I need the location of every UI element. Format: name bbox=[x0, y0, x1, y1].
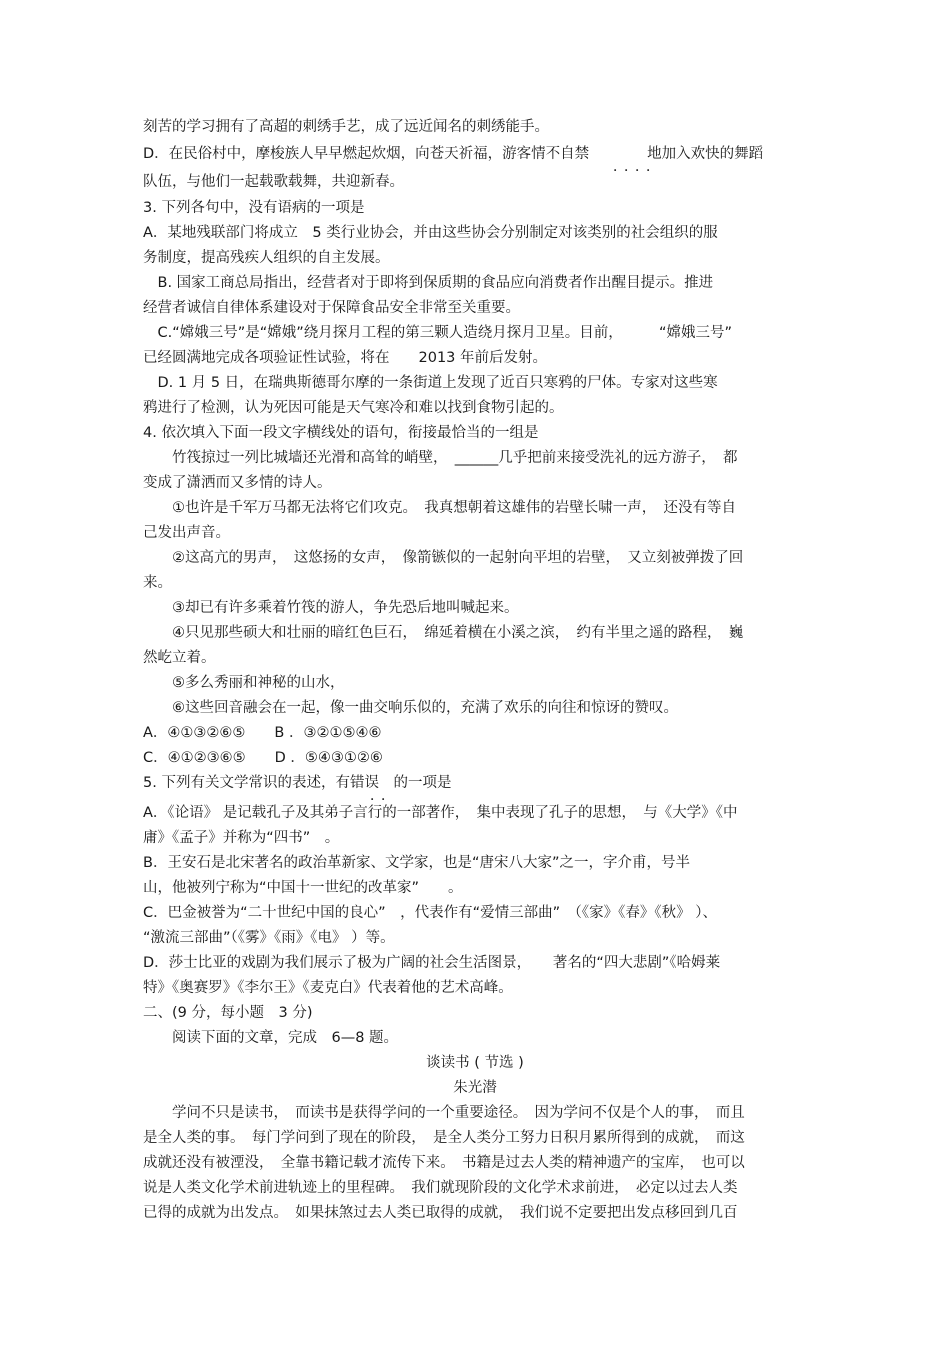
section-2-instruction: 阅读下面的文章，完成 6—8 题。 bbox=[143, 1030, 399, 1046]
options-cd: C．④①②③⑥⑤ D ．⑤④③①②⑥ bbox=[143, 750, 383, 766]
emphasis-dots: ．． bbox=[370, 788, 399, 804]
text-line: 刻苦的学习拥有了高超的刺绣手艺，成了远近闻名的刺绣能手。 bbox=[143, 119, 549, 135]
option-a-line: A．某地残联部门将成立 5 类行业协会，并由这些协会分别制定对该类别的社会组织的服 bbox=[143, 225, 718, 241]
sentence-1: ①也许是千军万马都无法将它们攻克。 我真想朝着这雄伟的岩壁长啸一声， 还没有等自 bbox=[143, 500, 736, 516]
article-paragraph-line: 学问不只是读书， 而读书是获得学问的一个重要途径。 因为学问不仅是个人的事， 而且 bbox=[143, 1105, 745, 1121]
text-line: 鸦进行了检测，认为死因可能是天气寒冷和难以找到食物引起的。 bbox=[143, 400, 564, 416]
option-a-line: A．《论语》 是记载孔子及其弟子言行的一部著作， 集中表现了孔子的思想， 与《大学》《中 bbox=[143, 805, 738, 821]
text-line: 庸》《孟子》并称为“四书” 。 bbox=[143, 830, 340, 846]
article-title: 谈读书 ( 节选 ) bbox=[426, 1055, 524, 1071]
text-line: 特》《奥赛罗》《李尔王》《麦克白》代表着他的艺术高峰。 bbox=[143, 980, 513, 996]
sentence-4: ④只见那些硕大和壮丽的暗红色巨石， 绵延着横在小溪之滨， 约有半里之遥的路程， 巍 bbox=[143, 625, 744, 641]
article-paragraph-line: 是全人类的事。 每门学问到了现在的阶段， 是全人类分工努力日积月累所得到的成就， 而这 bbox=[143, 1130, 745, 1146]
text-line: “激流三部曲”（《雾》《雨》《电》 ）等。 bbox=[143, 930, 395, 946]
options-ab: A．④①③②⑥⑤ B ．③②①⑤④⑥ bbox=[143, 725, 382, 741]
sentence-6: ⑥这些回音融会在一起，像一曲交响乐似的，充满了欢乐的向往和惊讶的赞叹。 bbox=[143, 700, 678, 716]
text-line: 务制度，提高残疾人组织的自主发展。 bbox=[143, 250, 390, 266]
option-d-line: D．在民俗村中，摩梭族人早早燃起炊烟，向苍天祈福，游客情不自禁 地加入欢快的舞蹈 bbox=[143, 146, 764, 162]
article-paragraph-line: 已得的成就为出发点。 如果抹煞过去人类已取得的成就， 我们说不定要把出发点移回到几百 bbox=[143, 1205, 738, 1221]
text-line: 变成了潇洒而又多情的诗人。 bbox=[143, 475, 332, 491]
sentence-3: ③却已有许多乘着竹筏的游人，争先恐后地叫喊起来。 bbox=[143, 600, 519, 616]
option-c-line: C.“嫦娥三号”是“嫦娥”绕月探月工程的第三颗人造绕月探月卫星。目前， “嫦娥三号” bbox=[143, 325, 733, 341]
emphasis-dots: ．．．． bbox=[613, 159, 664, 175]
article-paragraph-line: 说是人类文化学术前进轨迹上的里程碑。 我们就现阶段的文化学术求前进， 必定以过去人类 bbox=[143, 1180, 738, 1196]
text-line: 来。 bbox=[143, 575, 172, 591]
question-4-stem: 4. 依次填入下面一段文字横线处的语句，衔接最恰当的一组是 bbox=[143, 425, 539, 441]
text-line: 山，他被列宁称为“中国十一世纪的改革家” 。 bbox=[143, 880, 463, 896]
article-paragraph-line: 成就还没有被湮没， 全靠书籍记载才流传下来。 书籍是过去人类的精神遗产的宝库， 也可以 bbox=[143, 1155, 745, 1171]
text-line: 然屹立着。 bbox=[143, 650, 216, 666]
question-3-stem: 3. 下列各句中，没有语病的一项是 bbox=[143, 200, 365, 216]
option-c-line: C．巴金被誉为“二十世纪中国的良心” ，代表作有“爱情三部曲” （《家》《春》《秋》 ）、 bbox=[143, 905, 718, 921]
sentence-2: ②这高亢的男声， 这悠扬的女声， 像箭镞似的一起射向平坦的岩壁， 又立刻被弹拨了回 bbox=[143, 550, 744, 566]
text-line: 已经圆满地完成各项验证性试验，将在 2013 年前后发射。 bbox=[143, 350, 548, 366]
option-d-line: D. 1 月 5 日，在瑞典斯德哥尔摩的一条街道上发现了近百只寒鸦的尸体。专家对这些寒 bbox=[143, 375, 718, 391]
option-d-line: D．莎士比亚的戏剧为我们展示了极为广阔的社会生活图景， 著名的“四大悲剧”《哈姆莱 bbox=[143, 955, 721, 971]
option-b-line: B. 国家工商总局指出，经营者对于即将到保质期的食品应向消费者作出醒目提示。推进 bbox=[143, 275, 714, 291]
text-line: 队伍，与他们一起载歌载舞，共迎新春。 bbox=[143, 174, 404, 190]
text-line: 经营者诚信自律体系建设对于保障食品安全非常至关重要。 bbox=[143, 300, 520, 316]
sentence-5: ⑤多么秀丽和神秘的山水， bbox=[143, 675, 345, 691]
option-b-line: B．王安石是北宋著名的政治革新家、文学家，也是“唐宋八大家”之一，字介甫，号半 bbox=[143, 855, 690, 871]
article-author: 朱光潜 bbox=[453, 1080, 497, 1096]
section-2-heading: 二、(9 分，每小题 3 分) bbox=[143, 1005, 313, 1021]
text-line: 竹筏掠过一列比城墙还光滑和高耸的峭壁， ______几乎把前来接受洗礼的远方游子， 都 bbox=[143, 450, 738, 466]
question-5-stem: 5. 下列有关文学常识的表述，有错误 的一项是 bbox=[143, 775, 452, 791]
text-line: 己发出声音。 bbox=[143, 525, 230, 541]
